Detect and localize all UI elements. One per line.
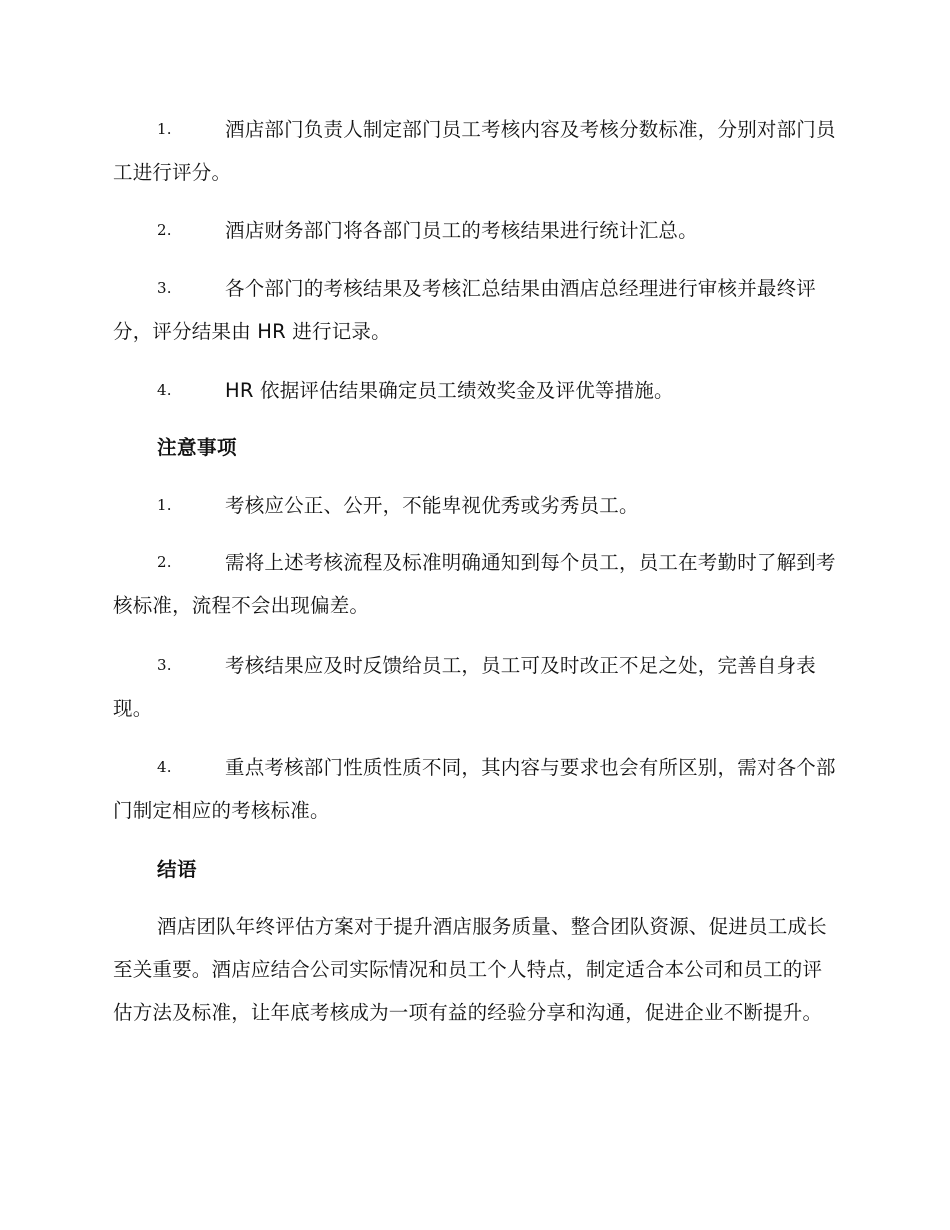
step-item-3 xyxy=(113,267,837,353)
note-item-3 xyxy=(113,644,837,730)
note-number: 3. xyxy=(157,656,172,674)
step-number: 3. xyxy=(157,279,172,297)
note-item-4 xyxy=(113,746,837,832)
note-number: 1. xyxy=(157,496,172,514)
step-item-4 xyxy=(113,369,837,412)
note-text: 考核应公正、公开，不能卑视优秀或劣秀员工。 xyxy=(225,494,639,517)
conclusion-heading: 结语 xyxy=(157,858,198,881)
step-number: 4. xyxy=(157,381,172,399)
note-number: 2. xyxy=(157,553,172,571)
note-item-2 xyxy=(113,541,837,627)
step-text: 酒店财务部门将各部门员工的考核结果进行统计汇总。 xyxy=(225,219,698,242)
note-text: 需将上述考核流程及标准明确通知到每个员工，员工在考勤时了解到考核标准，流程不会出现偏差。 xyxy=(113,551,836,617)
step-item-2 xyxy=(113,209,837,252)
note-text: 重点考核部门性质性质不同，其内容与要求也会有所区别，需对各个部门制定相应的考核标准。 xyxy=(113,756,836,822)
step-item-1 xyxy=(113,108,837,194)
notes-heading: 注意事项 xyxy=(157,436,238,459)
step-text: 酒店部门负责人制定部门员工考核内容及考核分数标准，分别对部门员工进行评分。 xyxy=(113,118,836,184)
note-text: 考核结果应及时反馈给员工，员工可及时改正不足之处，完善自身表现。 xyxy=(113,654,817,720)
conclusion-paragraph xyxy=(113,905,837,1034)
conclusion-text: 酒店团队年终评估方案对于提升酒店服务质量、整合团队资源、促进员工成长至关重要。酒店应结合公司实际情况和员工个人特点，制定适合本公司和员工的评估方法及标准，让年底考核成为一项有益的经验分享和沟通，促进企业不断提升。 xyxy=(113,915,827,1024)
note-item-1 xyxy=(113,484,837,527)
note-number: 4. xyxy=(157,758,172,776)
step-number: 1. xyxy=(157,120,172,138)
step-text: HR 依据评估结果确定员工绩效奖金及评优等措施。 xyxy=(225,379,674,402)
step-number: 2. xyxy=(157,221,172,239)
step-text: 各个部门的考核结果及考核汇总结果由酒店总经理进行审核并最终评分，评分结果由 HR 进行记录。 xyxy=(113,277,817,343)
